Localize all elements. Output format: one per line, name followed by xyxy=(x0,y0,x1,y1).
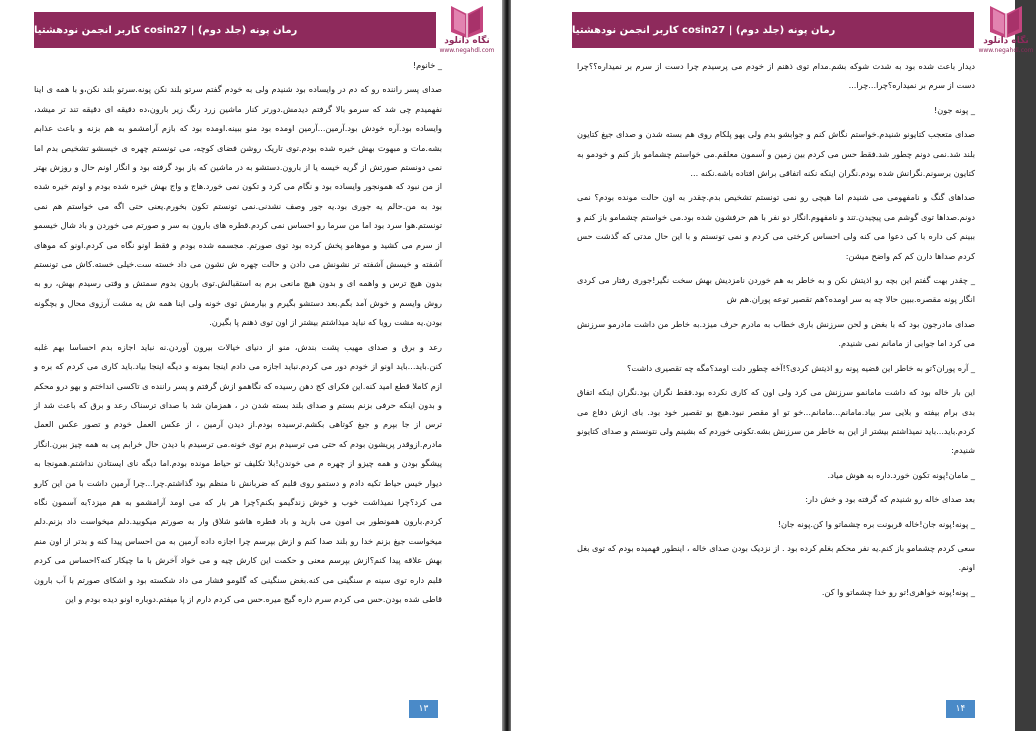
paragraph: رعد و برق و صدای مهیب پشت بندش، منو از دنیای خیالات بیرون آوردن.نه نباید اجازه بدم احساسا بهم غلبه کنن.باید...باید اونو از خودم دور می کردم.نباید اجازه می دادم اینجا بمونه و دیگه اینجا بیاد.باید کاری می کردم که بره و ازم کاملا قطع امید کنه.این فکرای کج دهن رسیده که نگاهمو ازش گرفتم و پسر راننده ی تاکسی انداختم و بهو درو محکم و بدون اینکه حرفی بزنم بستم و صدای بلند بسته شدن در ، همزمان شد با صدای ترسناک رعد و برق که باعث شد از ترس از جا بپرم و جیغ کوتاهی بکشم.ترسیده بودم.از دیدن آرمین ، از عکس العمل خودم و تصور عکس العمل مادرم.ازوقدر پریشون بودم که حتی می ترسیدم برم توی خونه.می ترسیدم با دیدن حال خرابم پی به همه چیز ببرن.انگار پیشگو بودن و همه چیزو از چهره م می خوندن!بلا تکلیف تو حیاط مونده بودم.اما دیگه نای ایستادن نداشتم.همونجا به دیوار خیس حیاط تکیه دادم و دستمو روی قلبم که ضربانش نا منظم بود گذاشتم.چرا...چرا آرمین داشت با من این کارو می کرد؟چرا نمیذاشت خوب و خوش زندگیمو بکنم؟چرا هر بار که می اومد آرامشمو به هم میزد؟به آسمون نگاه کردم.بارون همونطور بی امون می بارید و باد قطره هاشو شلاق وار به صورتم میکوبید.دلم میخواست داد بزنم.دلم میخواست جیغ بزنم خدا رو بلند صدا کنم و ازش بپرسم چرا اجازه داده آرمین به من احساس پیدا کنه و بدتر از اون منم بهش علاقه پیدا کنم؟ازش بپرسم معنی و حکمت این کارش چیه و می خواد آخرش با ما چیکار کنه؟احساس می کردم قلبم داره توی سینه م سنگینی می کنه.بغض سنگینی که گلومو فشار می داد شکسته بود و اشکای صورتم با آب بارون قاطی شده بودن.حس می کردم سرم داره گیج میره.حس می کردم دارم از پا میفتم.دوباره اونو دیده بودم و این xyxy=(34,341,442,604)
page-number: ۱۴ xyxy=(946,700,975,718)
paragraph: صداهای گنگ و نامفهومی می شنیدم اما هیچی رو نمی تونستم تشخیص بدم.چقدر به اون حالت مونده بودم؟ نمی دونم.صداها توی گوشم می پیچیدن.تند و نامفهوم.انگار دو نفر با هم حرفشون شده بود.می خواستم چشمامو باز کنم و ببینم کی داره با کی دعوا می کنه ولی احساس کرختی می کردم و نمی تونستم و با این حال مدتی که گذشت حس کردم صداها دارن کم کم واضح میشن: xyxy=(577,192,975,261)
site-logo xyxy=(437,0,497,58)
book-logo-icon xyxy=(976,0,1036,40)
header-title: رمان پونه (جلد دوم) | cosin27 کاربر انجمن نودهشتیا xyxy=(34,24,298,36)
logo-name: نگاه دانلود xyxy=(444,36,490,46)
paragraph: صدای پسر راننده رو که دم در وایساده بود شنیدم ولی به خودم گفتم سرتو بلند نکن پونه.سرتو بلند نکن،و با همه ی اینا نفهمیدم چی شد که سرمو بالا گرفتم دیدمش.دورتر کنار ماشین زرد رنگ زیر بارون،ده دقیقه ای دقیقه تند تر میشد، وایساده بود.آره خودش بود.آرمین...آرمین اومده بود منو ببینه.اومده بود که بازم آرامشمو به هم بزنه و باعث عذابم بشه.مات و مبهوت بهش خیره شده بودم.توی تاریک روشن فضای کوچه، می تونستم چهره ی خیسشو تشخیص بدم اما نمی دونستم صورتش از گریه خیسه یا از بارون.دستشو به در ماشین که باز بود گرفته بود و انگار اونم حال و روزش بهتر از من نبود که همونجور وایساده بود و نگام می کرد و تکون نمی خورد.هاج و واج بهش خیره شده بودم و اونم خیره شده بود به من.حالم یه جوری بود.یه جور وصف نشدنی.نمی تونستم تکون بخورم.یعنی حتی اگه می خواستم هم نمی تونستم.هوا سرد بود اما من سرما رو احساس نمی کردم.قطره های بارون به سر و صورتم می خوردن و باد شال خیسمو از سرم می کشید و موهامو پخش کرده بود توی صورتم. مجسمه شده بودم و فقط اونو نگاه می کردم.اونو که موهای آشفته و خیسش آشفته تر نشونش می دادن و حالت چهره ش نشون می داد خسته ست.خیلی خسته.کاش می تونستم بدون هیچ ترس و واهمه ای و بدون هیچ مانعی برم به استقبالش.توی بارون بدوم سمتش و وقتی رسیدم بهش، رو به روش وایسم و خوش آمد بگم.بعد دستشو بگیرم و بیارمش توی خونه ولی اینا همه ش یه مشت آرزوی محال و بچگونه بودن.یه مشت رویا که نباید میذاشتم بیشتر از اون توی ذهنم پا بگیرن. xyxy=(34,84,442,328)
page-header xyxy=(34,12,436,48)
paragraph: این بار خاله بود که داشت مامانمو سرزنش می کرد ولی اون که کاری نکرده بود.فقط نگران بود.نگران اینکه اتفاق بدی برام بیفته و بلایی سر بیاد.مامانم...مامانم...خو تو او مقصر نبود.هیچ بو تقصیر خود بود. بای ازش دفاع می کردم.باید...باید نمیذاشتم بیشتر از این به خاطر من سرزنش بشه.تکونی خوردم که بشینم ولی نتونستم و صدای کتایونو شنیدم: xyxy=(577,387,975,456)
paragraph: _ پونه!پونه خواهری!تو رو خدا چشماتو وا کن. xyxy=(821,586,975,597)
paragraph: صدای متعجب کتایونو شنیدم.خواستم نگاش کنم و جوابشو بدم ولی یهو پلکام روی هم بسته شدن و صدای جیغ کتایون بلند شد.نمی دونم چطور شد.فقط حس می کردم بین زمین و آسمون معلقم.می خواستم چشمامو باز کنم و خودمو به کتایون برسونم.نگرانش شده بودم.نگران اینکه نکنه اتفاقی براش افتاده باشه.نکنه ... xyxy=(577,129,975,179)
paragraph: سعی کردم چشمامو باز کنم.یه نفر محکم بغلم کرده بود . از نزدیک بودن صدای خاله ، اینطور فهمیده بودم که توی بغل اونم. xyxy=(577,542,975,573)
logo-site-url: www.negahdl.com xyxy=(439,47,495,54)
page-body-text xyxy=(577,57,975,607)
header-title: رمان پونه (جلد دوم) | cosin27 کاربر انجمن نودهشتیا xyxy=(572,24,836,36)
paragraph: _ چقدر بهت گفتم این بچه رو اذیتش نکن و به خاطر به هم خوردن نامزدیش بهش سخت نگیر!جوری رفتار می کردی انگار پونه مقصره.ببین حالا چه به سر اومده؟هم تقصیر توعه پوران.هم ش xyxy=(577,275,975,305)
page-body-text xyxy=(34,56,442,614)
site-logo xyxy=(976,0,1036,58)
paragraph: _ خانوم! xyxy=(412,60,442,70)
paragraph: دیدار باعث شده بود به شدت شوکه بشم.مدام توی ذهنم از خودم می پرسیدم چرا دست از سرم بر نمیداره؟؟چرا دست از سرم بر نمیداره؟چرا...چرا... xyxy=(577,61,975,91)
paragraph: صدای مادرجون بود که با بغض و لحن سرزنش باری خطاب به مادرم حرف میزد.به خاطر من داشت مادرمو سرزنش می کرد اما جوابی از مامانم نمی شنیدم. xyxy=(577,318,975,349)
paragraph: _ مامان!پونه تکون خورد.داره به هوش میاد. xyxy=(827,469,975,480)
logo-site-url: www.negahdl.com xyxy=(978,47,1034,54)
page-number: ۱۳ xyxy=(409,700,438,718)
page-header xyxy=(572,12,974,48)
book-gutter xyxy=(502,0,511,731)
paragraph: بعد صدای خاله رو شنیدم که گرفته بود و خش دار: xyxy=(805,494,975,505)
book-logo-icon xyxy=(437,0,497,40)
right-page xyxy=(511,0,1034,731)
paragraph: _ آره پوران؟تو به خاطر این قضیه پونه رو اذیتش کردی؟!آخه چطور دلت اومد؟مگه چه تقصیری داشت؟ xyxy=(626,362,975,373)
left-page xyxy=(0,0,502,731)
paragraph: _ پونه!پونه جان!خاله قربونت بره چشماتو وا کن.پونه جان! xyxy=(777,518,975,529)
paragraph: _ پونه جون! xyxy=(933,104,975,115)
logo-name: نگاه دانلود xyxy=(983,36,1029,46)
